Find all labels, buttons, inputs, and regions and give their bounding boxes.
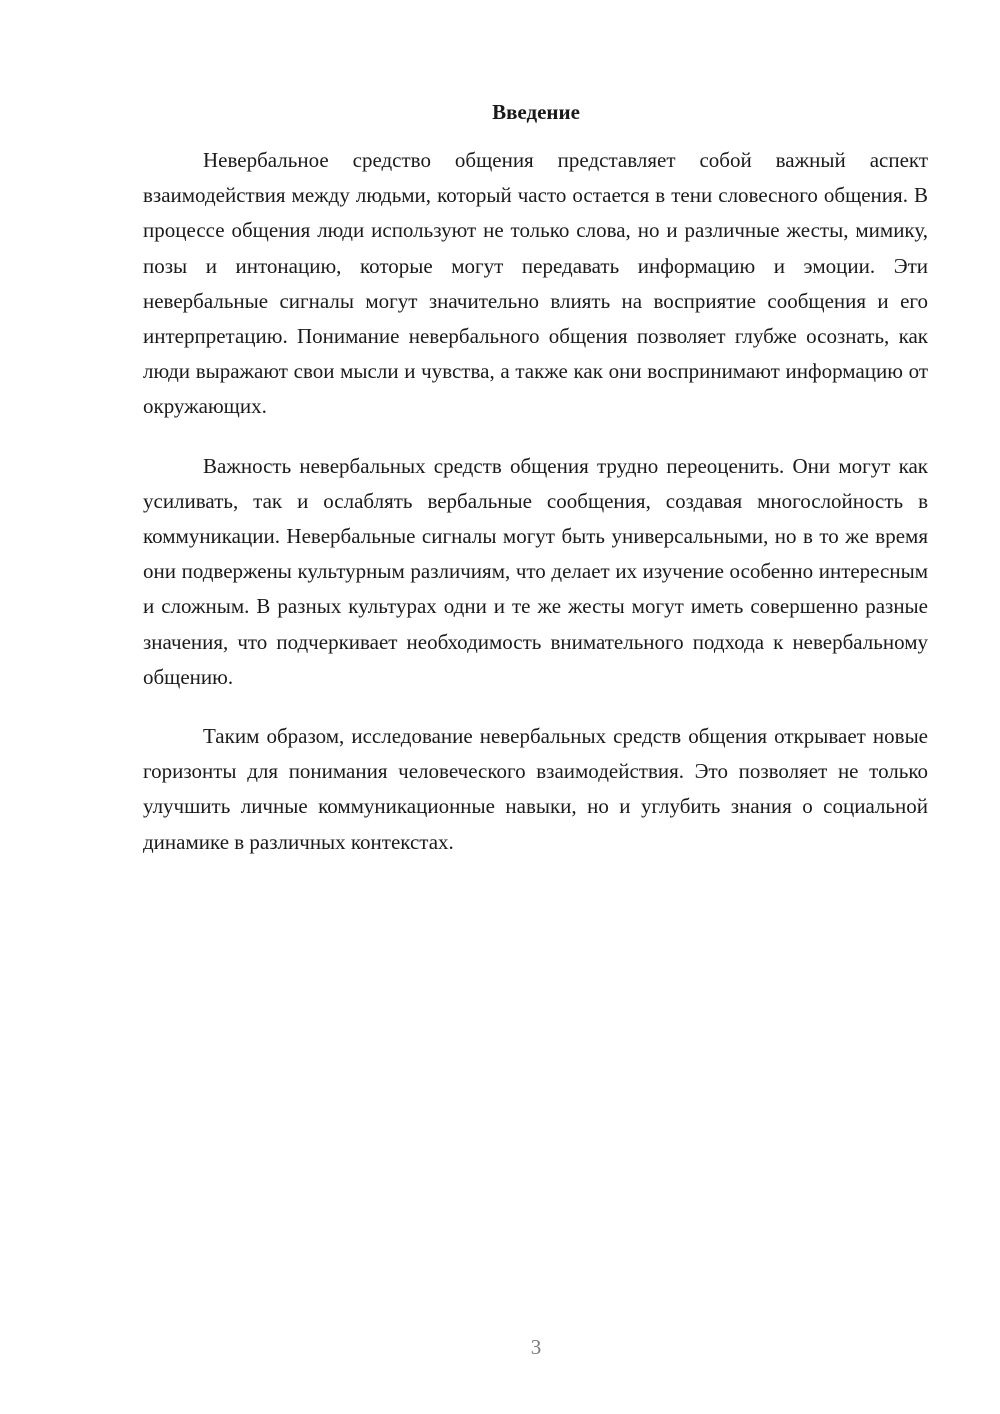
body-text: [143, 143, 928, 884]
paragraph-3: Таким образом, исследование невербальных средств общения открывает новые горизонты для понимания человеческого взаимодействия. Это позволяет не только улучшить личные коммуникационные навыки, но и углубить знания о социальной динамике в различных контекстах.: [143, 724, 928, 854]
paragraph-2: Важность невербальных средств общения трудно переоценить. Они могут как усиливать, так и ослаблять вербальные сообщения, создавая многослойность в коммуникации. Невербальные сигналы могут быть универсальными, но в то же время они подвержены культурным различиям, что делает их изучение особенно интересным и сложным. В разных культурах одни и те же жесты могут иметь совершенно разные значения, что подчеркивает необходимость внимательного подхода к невербальному общению.: [143, 453, 928, 689]
page-number: 3: [530, 1335, 542, 1359]
paragraph-1: Невербальное средство общения представляет собой важный аспект взаимодействия между людьми, который часто остается в тени словесного общения. В процессе общения люди используют не только слова, но и различные жесты, мимику, позы и интонацию, которые могут передавать информацию и эмоции. Эти невербальные сигналы могут значительно влиять на восприятие сообщения и его интерпретацию. Понимание невербального общения позволяет глубже осознать, как люди выражают свои мысли и чувства, а также как они воспринимают информацию от окружающих.: [143, 148, 928, 419]
section-title: Введение: [492, 100, 580, 124]
